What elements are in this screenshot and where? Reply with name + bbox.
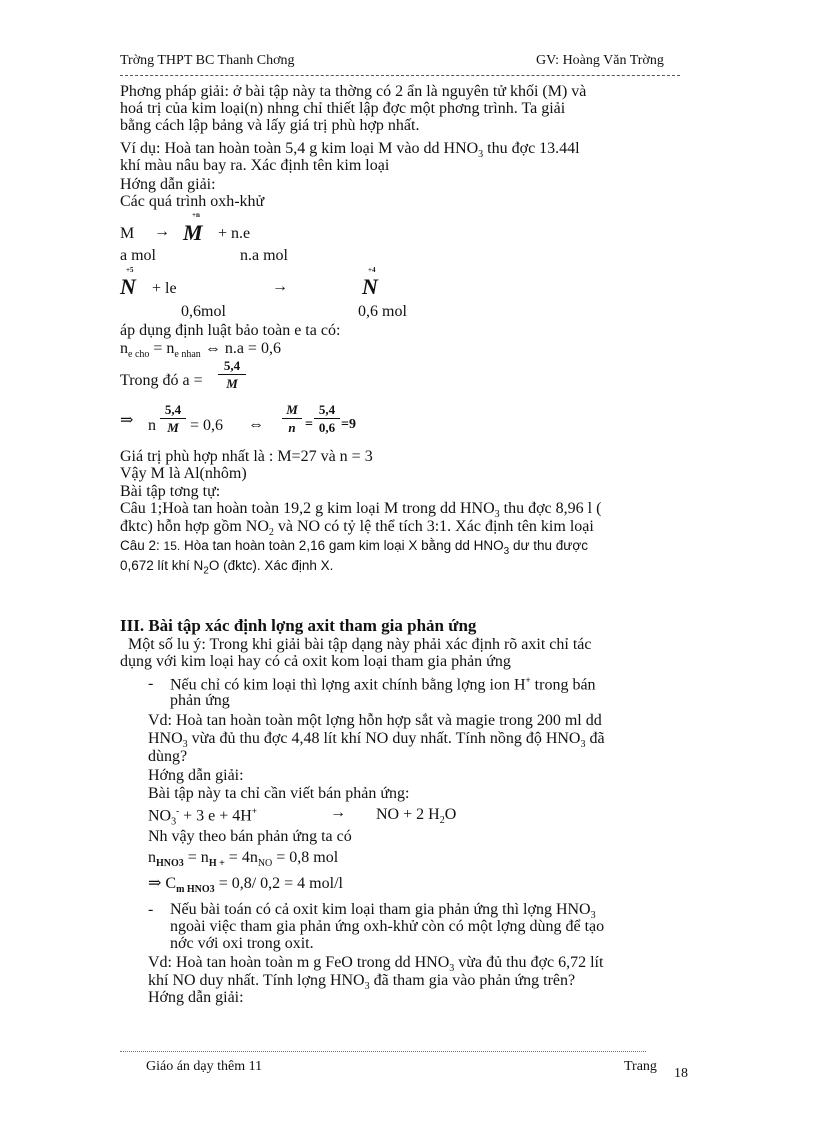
- footer-left: Giáo án dạy thêm 11: [146, 1059, 263, 1074]
- section-3-guide: Hớng dẫn giải:: [148, 767, 244, 784]
- equals-sign: =: [305, 417, 313, 432]
- a-mol: a mol: [120, 247, 156, 264]
- oxidation-state-n5: +5: [126, 266, 134, 274]
- header-divider: [120, 75, 680, 76]
- reaction-arrow-2: →: [272, 278, 288, 295]
- trong-do: Trong đó a =: [120, 372, 203, 389]
- example-1-line-2: khí màu nâu bay ra. Xác định tên kim loại: [120, 157, 390, 174]
- method-line-1: Phơng pháp giải: ở bài tập này ta thờng có 2 ẩn là nguyên tử khối (M) và: [120, 83, 587, 100]
- example-1-line-1: Ví dụ: Hoà tan hoàn toàn 5,4 g kim loại M vào dd $HNO_3$ thu đợc 13.44l: [120, 140, 580, 161]
- nitrogen-n5: N: [120, 274, 136, 299]
- section-3-title: III. Bài tập xác định lợng axit tham gia phản ứng: [120, 616, 477, 635]
- question-1-line-2: đktc) hỗn hợp gồm $NO_2$ và NO có tỷ lệ thể tích 3:1. Xác định tên kim loại: [120, 518, 594, 539]
- metal-m-ion: M: [183, 220, 203, 245]
- half-reaction-left: $NO_3^- + 3$ e + 4H+: [148, 806, 257, 828]
- section-3-guide-2: Hớng dẫn giải:: [148, 989, 244, 1006]
- n-letter: n: [148, 417, 156, 434]
- so-theo: Nh vậy theo bán phản ứng ta có: [148, 828, 352, 845]
- iff-1: ⇔: [248, 416, 264, 433]
- fraction-a: $\frac{5,4}{M}$: [218, 359, 246, 390]
- half-reaction-right: NO + 2 $H_2O$: [376, 806, 457, 827]
- conclusion: Vậy M là Al(nhôm): [120, 465, 247, 482]
- reaction-arrow-1: →: [154, 223, 170, 240]
- method-line-2: hoá trị của kim loại(n) nhng chỉ thiết lập đợc một phơng trình. Ta giải: [120, 100, 566, 117]
- electron-balance: $n_{e cho} = n_{e nhan}$ ⇔ n.a = 0,6: [120, 340, 281, 361]
- question-2-line-2: 0,672 lít khí $N_2O$ (đktc). Xác định X.: [120, 558, 334, 577]
- na-mol: n.a mol: [240, 247, 288, 264]
- section-3-note-2: dụng với kim loại hay có cả oxit kom loại tham gia phản ứng: [120, 653, 511, 670]
- page-number: 18: [674, 1066, 688, 1081]
- bullet-2-line-2: ngoài việc tham gia phản ứng oxh-khử còn có một lợng dùng để tạo: [170, 918, 605, 935]
- vd1-line-3: dùng?: [148, 748, 188, 765]
- concentration: ⇒ $C_{m HNO3} = 0,8/$ 0,2 = 4 mol/l: [148, 875, 343, 896]
- plus-le: + le: [152, 280, 177, 297]
- bullet-dash-1: -: [148, 675, 154, 692]
- equals-06: = 0,6: [190, 417, 224, 434]
- bullet-2-line-1: Nếu bài toán có cả oxit kim loại tham gia phản ứng thì lợng $HNO_3$: [170, 901, 596, 922]
- metal-m: M: [120, 225, 135, 242]
- similar-title: Bài tập tơng tự:: [120, 483, 221, 500]
- mole-equation: $n_{HNO3} = n_{H +} = 4n_{NO} = 0,8$ mol: [148, 849, 339, 870]
- fraction-54-m: $\frac{5,4}{M}$: [160, 403, 186, 434]
- bullet-2-line-3: nớc với oxi trong oxit.: [170, 935, 314, 952]
- half-reaction-arrow: →: [330, 804, 346, 821]
- question-1-line-1: Câu 1;Hoà tan hoàn toàn 19,2 g kim loại M trong dd $HNO_3$ thu đợc 8,96 l (: [120, 500, 602, 521]
- oxidation-state-m: +n: [192, 211, 200, 219]
- footer-divider: [120, 1051, 646, 1052]
- conservation-text: áp dụng định luật bảo toàn e ta có:: [120, 322, 341, 339]
- bullet-dash-2: -: [148, 901, 154, 918]
- footer-trang: Trang: [624, 1059, 657, 1074]
- method-line-3: bằng cách lập bảng và lấy giá trị phù hợp nhất.: [120, 117, 420, 134]
- bullet-1-line-1: Nếu chỉ có kim loại thì lợng axit chính bằng lợng ion H+ trong bán: [170, 675, 596, 694]
- question-2-line-1: Câu 2: 15. Hòa tan hoàn toàn 2,16 gam kim loại X bằng dd $HNO_3$ dư thu được: [120, 538, 588, 558]
- nitrogen-n4: N: [362, 274, 378, 299]
- vd1-line-1: Vd: Hoà tan hoàn toàn một lợng hỗn hợp sắt và magie trong 200 ml dd: [148, 712, 602, 729]
- header-school: Trờng THPT BC Thanh Chơng: [120, 53, 295, 68]
- vd2-line-2: khí NO duy nhất. Tính lợng $HNO_3$ đã tham gia vào phản ứng trên?: [148, 972, 576, 993]
- header-teacher: GV: Hoàng Văn Trờng: [536, 53, 664, 68]
- fit-values: Giá trị phù hợp nhất là : M=27 và n = 3: [120, 448, 373, 465]
- vd1-line-2: $HNO_3$ vừa đủ thu đợc 4,48 lít khí NO duy nhất. Tính nồng độ $HNO_3$ đã: [148, 730, 605, 751]
- plus-ne: + n.e: [218, 225, 251, 242]
- bullet-1-line-2: phản ứng: [170, 692, 230, 709]
- oxidation-state-n4: +4: [368, 266, 376, 274]
- fraction-54-06: $\frac{5,4}{0,6}$: [314, 403, 340, 434]
- implies-1: ⇒: [120, 412, 134, 429]
- no2-mol: 0,6 mol: [358, 303, 407, 320]
- half-reaction-intro: Bài tập này ta chỉ cần viết bán phản ứng:: [148, 785, 410, 802]
- example-1-processes: Các quá trình oxh-khử: [120, 193, 265, 210]
- vd2-line-1: Vd: Hoà tan hoàn toàn m g FeO trong dd $HNO_3$ vừa đủ thu đợc 6,72 lít: [148, 954, 604, 975]
- section-3-note-1: Một số lu ý: Trong khi giải bài tập dạng này phải xác định rõ axit chỉ tác: [128, 636, 592, 653]
- fraction-m-n: $\frac{M}{n}$: [282, 403, 302, 434]
- electrons-mol: 0,6mol: [181, 303, 226, 320]
- example-1-guide: Hớng dẫn giải:: [120, 176, 216, 193]
- equals-9: =9: [341, 417, 356, 432]
